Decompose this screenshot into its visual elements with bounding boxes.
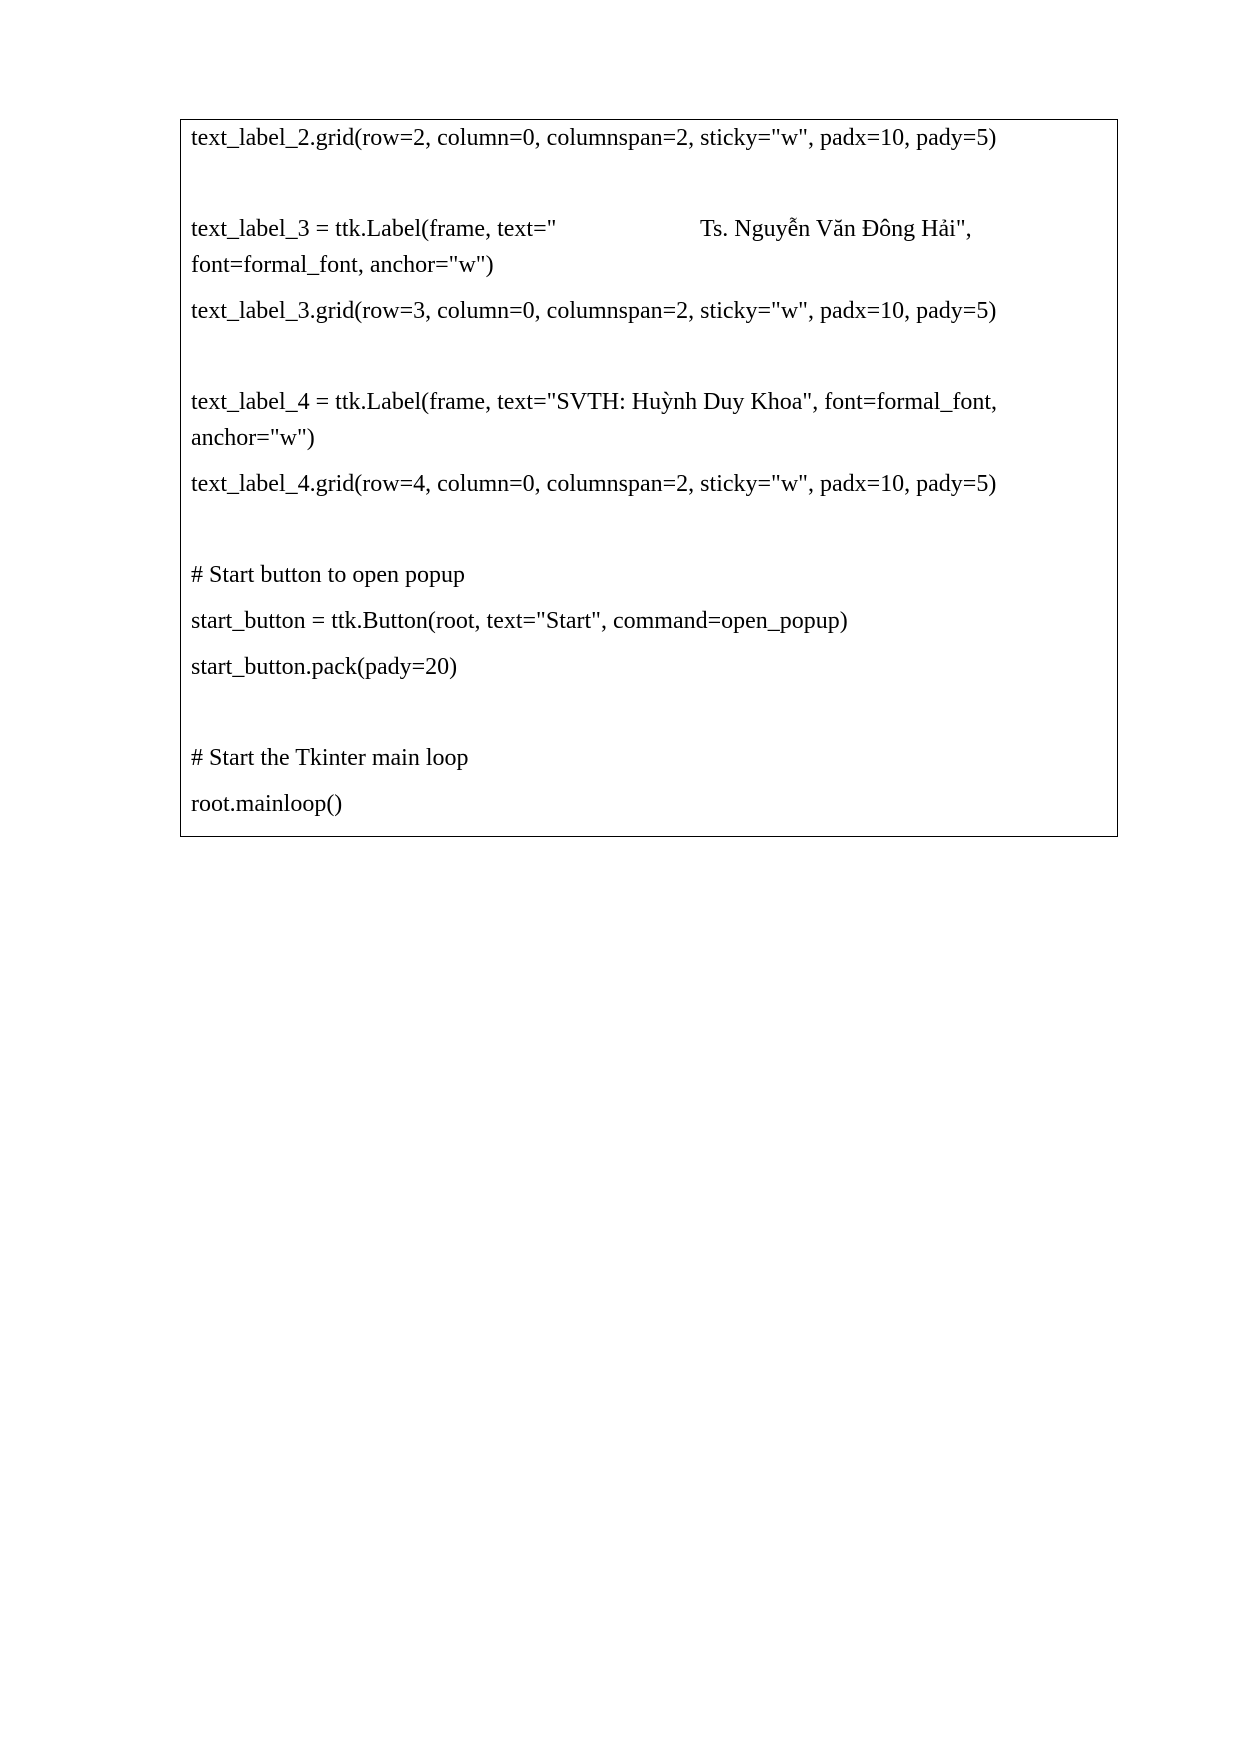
code-listing-box bbox=[180, 119, 1118, 837]
code-line-label3-def-cont: font=formal_font, anchor="w") bbox=[191, 252, 494, 278]
code-comment-mainloop: # Start the Tkinter main loop bbox=[191, 745, 469, 771]
code-line-label3-def: text_label_3 = ttk.Label(frame, text=" Ts. Nguyễn Văn Đông Hải", bbox=[191, 216, 972, 242]
code-line-mainloop: root.mainloop() bbox=[191, 791, 343, 817]
code-line-label3-grid: text_label_3.grid(row=3, column=0, columnspan=2, sticky="w", padx=10, pady=5) bbox=[191, 298, 997, 324]
code-line-label2-grid: text_label_2.grid(row=2, column=0, columnspan=2, sticky="w", padx=10, pady=5) bbox=[191, 125, 997, 151]
code-line-label4-grid: text_label_4.grid(row=4, column=0, columnspan=2, sticky="w", padx=10, pady=5) bbox=[191, 471, 997, 497]
code-line-start-pack: start_button.pack(pady=20) bbox=[191, 654, 458, 680]
code-line-label4-def-cont: anchor="w") bbox=[191, 425, 315, 451]
code-comment-start-button: # Start button to open popup bbox=[191, 562, 465, 588]
code-line-start-button: start_button = ttk.Button(root, text="Start", command=open_popup) bbox=[191, 608, 848, 634]
code-line-label4-def: text_label_4 = ttk.Label(frame, text="SVTH: Huỳnh Duy Khoa", font=formal_font, bbox=[191, 389, 998, 415]
